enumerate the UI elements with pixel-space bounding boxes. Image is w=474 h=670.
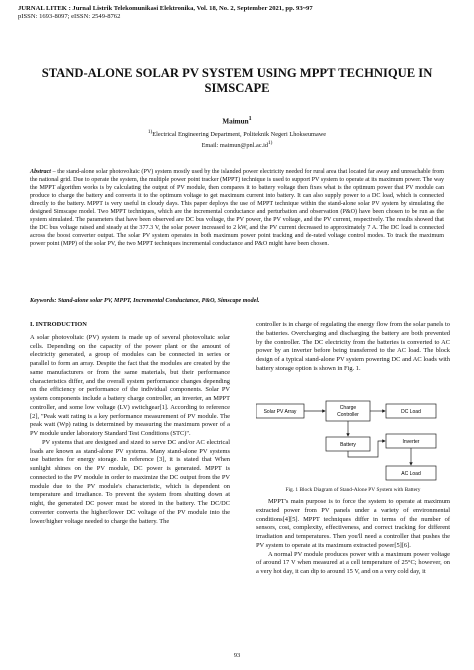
left-column [30, 321, 230, 526]
intro-paragraph-1: A solar photovoltaic (PV) system is made up of several photovoltaic solar cells. Depending on the capacity of the power plant or the amount of electricity generated, a group of modules can be connected in series or parallel to form an array. Despite the fact that the modules are created by the same manufacturers or from the same materials, but their performance characteristics differ, and the overall system performance changes depending on the efficiency or performance of the individual components. Solar PV system components include a battery charge controller, an inverter, an MPPT controller, and some low voltage (LV) switchgear[1]. According to reference [2], "Peak watt rating is a key performance measurement of PV module. The peak watt (Wp) rating is determined by measuring the maximum power of a PV module under laboratory Standard Test Conditions (STC)". [30, 333, 230, 437]
section-heading: I. INTRODUCTION [30, 321, 87, 328]
pv-array-label: Solar PV Array [263, 409, 297, 415]
charge-controller-label-line1: Charge [339, 405, 357, 411]
author-superscript: 1 [248, 116, 252, 122]
charge-controller-box [326, 401, 370, 421]
affiliation-line [20, 128, 454, 139]
inverter-label: Inverter [402, 439, 420, 445]
pv-module-paragraph: A normal PV module produces power with a maximum power voltage of around 17 V when measured at a cell temperature of 25°C; however, on a very hot day, it can dip to around 15 V, and on a very cold day, it [256, 550, 450, 575]
affiliation-block [20, 128, 454, 150]
right-column-top [256, 321, 450, 374]
ac-load-label: AC Load [401, 471, 421, 477]
charge-controller-label-line2: Controller [337, 412, 359, 418]
right-column-bottom [256, 498, 450, 577]
email-superscript: 1) [268, 140, 273, 147]
email-line [20, 139, 454, 150]
affiliation-superscript: 1) [147, 129, 153, 135]
journal-header [18, 5, 458, 21]
dc-load-label: DC Load [401, 409, 421, 415]
journal-citation: JURNAL LITEK : Jurnal Listrik Telekomunikasi Elektronika, Vol. 18, No. 2, September 2021, pp. 93~97 [18, 5, 313, 12]
figure-caption: Fig. 1 Block Diagram of Stand-Alone PV System with Battery [285, 487, 421, 493]
author-line [20, 115, 454, 126]
block-diagram-figure [256, 400, 450, 496]
block-diagram [256, 400, 450, 486]
paper-title: STAND-ALONE SOLAR PV SYSTEM USING MPPT TECHNIQUE IN SIMSCAPE [41, 66, 433, 95]
issn-line: pISSN: 1693-8097; eISSN: 2549-8762 [18, 13, 121, 21]
abstract [30, 168, 444, 248]
battery-label: Battery [340, 442, 356, 448]
author-name: Maimun [222, 117, 249, 126]
mppt-paragraph: MPPT's main purpose is to force the system to operate at maximum extracted power from PV panels under a variety of environmental conditions[4][5]. MPPT techniques differ in terms of the number of sensors, cost, complexity, effectiveness, and correct tracking for different irradiation and temperatures. Then you'll need a controller that pushes the PV system to operate at its maximum extracted power[5][6]. [256, 498, 450, 549]
email-text: Email: maimun@pnl.ac.id [201, 142, 269, 150]
abstract-text: – the stand-alone solar photovoltaic (PV) system mostly used by the islanded power electricity needed for rural area that located far away and unreachable from the national grid. Due to operate the system, the multiple power point tracker (MPPT) technique is used to support PV system to operate at its maximum power. The way the MPPT algorithm works is by calculating the output of PV module, then compares it to battery voltage then fixes what is the optimum power that PV module can produce to charge the battery and converts it to the optimum voltage to get maximum current into battery. It can also supply power to a DC load, which is connected directly to the battery. MPPT is very useful in cloudy days. This paper deploys the use of MPPT technique within the stand-alone solar PV system by simulating the designed Simscape model. Two MPPT techniques, which are the incremental conductance and perturbation and observation (P&O) have been chosen to be run as the system simulated. The parameters that have been observed are DC bus voltage, the PV power, the PV voltage, and the PV current, respectively. The results showed that the DC bus voltage raised and steady at the 377.3 V, the solar power increased to 2 kW, and the PV current decreased to approximately 7 A. The DC load is connected across the boost converter output. The solar PV system operates in both maximum power point tracking and de-rated voltage control modes. To track the maximum power point (MPP) of the solar PV, the two MPPT techniques incremental conductance and P&O might have been chosen. [30, 169, 444, 248]
intro-paragraph-3: controller is in charge of regulating the energy flow from the solar panels to the batteries. Overcharging and discharging the battery are both prevented by the controller. The DC electricity from the batteries is converted to AC power by an inverter before being transferred to the AC load. The block design of a typical stand-alone PV system powering DC and AC loads with battery storage option is shown in Fig. 1. [256, 321, 450, 372]
affiliation-text: Electrical Engineering Department, Politeknik Negeri Lhokseumawe [152, 131, 327, 139]
keywords: Keywords: Stand-alone solar PV, MPPT, Incremental Conductance, P&O, Simscape model. [30, 298, 260, 304]
intro-paragraph-2: PV systems that are designed and sized to serve DC and/or AC electrical loads are known as stand-alone PV systems. Many stand-alone PV systems use batteries for energy storage. In reference [3], it is stated that When sunlight shines on the PV module, DC power is generated. MPPT is connected to the PV module in order to maximize the DC output from the PV module due to the PV module's characteristic, which is dependent on temperature and irradiance. To prevent the system from shutting down at night, the generated DC power must be stored in the battery. The DC/DC converter converts the higher/lower DC voltage of the PV module into the lower/higher voltage needed to charge the battery. The [30, 438, 230, 525]
page-number: 93 [233, 652, 241, 659]
abstract-label: Abstract [30, 169, 51, 175]
